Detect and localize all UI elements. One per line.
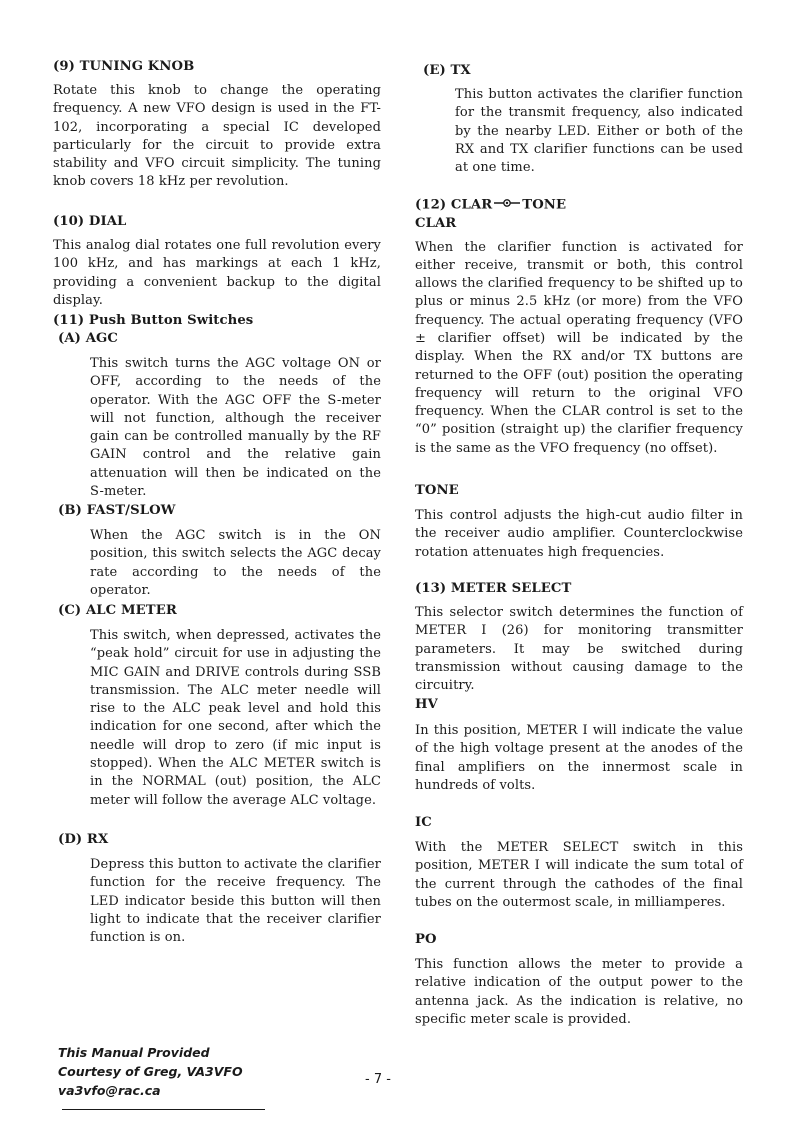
section-heading bbox=[415, 196, 743, 215]
section-body: This selector switch determines the function of METER I (26) for monitoring transmitter parameters. It may be switched during transmission without causing damage to the circuitry. bbox=[415, 605, 743, 694]
section-rx bbox=[53, 831, 381, 947]
clar-tone-knob-icon bbox=[494, 196, 520, 214]
section-heading: HV bbox=[415, 697, 438, 712]
section-heading: (A) AGC bbox=[58, 331, 118, 346]
section-heading: (C) ALC METER bbox=[58, 603, 177, 618]
section-fast-slow bbox=[53, 502, 381, 600]
section-meter-select bbox=[415, 580, 743, 695]
section-body: When the clarifier function is activated for either receive, transmit or both, this control allows the clarified frequency to be shifted up to plus or minus 2.5 kHz (or more) from the VFO frequency. The actual operating frequency (VFO ± clarifier offset) will be indicated by the display. When the RX and/or TX buttons are returned to the OFF (out) position the operating frequency will return to the original VFO frequency. When the CLAR control is set to the “0” position (straight up) the clarifier frequency is the same as the VFO frequency (no offset). bbox=[415, 239, 743, 456]
section-heading: (10) DIAL bbox=[53, 214, 127, 229]
section-push-buttons bbox=[53, 312, 381, 330]
section-body: In this position, METER I will indicate the value of the high voltage present at the anodes of the final amplifiers on the innermost scale in hundreds of volts. bbox=[415, 723, 743, 793]
section-tuning-knob bbox=[53, 58, 381, 192]
section-dial bbox=[53, 213, 381, 310]
credit-line: This Manual Provided bbox=[58, 1045, 210, 1060]
credit-line: Courtesy of Greg, VA3VFO bbox=[58, 1064, 243, 1079]
section-heading: (11) Push Button Switches bbox=[53, 313, 254, 328]
section-body: Depress this button to activate the clarifier function for the receive frequency. The LED indicator beside this button will then light to indicate that the receiver clarifier function is on. bbox=[90, 857, 381, 946]
section-tone bbox=[415, 482, 743, 562]
section-body: This button activates the clarifier function for the transmit frequency, also indicated by the nearby LED. Either or both of the RX and TX clarifier functions can be used at one time. bbox=[455, 87, 743, 176]
section-body: When the AGC switch is in the ON position, this switch selects the AGC decay rate according to the needs of the operator. bbox=[90, 528, 381, 598]
section-body: With the METER SELECT switch in this position, METER I will indicate the sum total of the current through the cathodes of the final tubes on the outermost scale, in milliamperes. bbox=[415, 840, 743, 910]
section-heading: PO bbox=[415, 932, 437, 947]
section-heading: (B) FAST/SLOW bbox=[58, 503, 176, 518]
section-body: Rotate this knob to change the operating frequency. A new VFO design is used in the FT-102, incorporating a special IC developed particularly for the circuit to provide extra stability and VFO circuit simplicity. The tuning knob covers 18 kHz per revolution. bbox=[53, 83, 381, 190]
section-hv bbox=[415, 696, 743, 795]
section-heading: (13) METER SELECT bbox=[415, 581, 572, 596]
section-po bbox=[415, 931, 743, 1029]
section-agc bbox=[53, 330, 381, 501]
section-clar bbox=[415, 196, 743, 458]
section-ic bbox=[415, 814, 743, 912]
courtesy-credit bbox=[58, 1043, 243, 1100]
section-heading: (D) RX bbox=[58, 832, 109, 847]
page-number: - 7 - bbox=[365, 1072, 391, 1087]
section-heading: (E) TX bbox=[423, 63, 471, 78]
tone-heading-label: TONE bbox=[522, 197, 567, 213]
section-body: This switch, when depressed, activates the “peak hold” circuit for use in adjusting the MIC GAIN and DRIVE controls during SSB transmission. The ALC meter needle will rise to the ALC peak level and hold this indication for one second, after which the needle will drop to zero (if mic input is stopped). When the ALC METER switch is in the NORMAL (out) position, the ALC meter will follow the average ALC voltage. bbox=[90, 628, 381, 808]
section-body: This analog dial rotates one full revolution every 100 kHz, and has markings at each 1 kHz, providing a convenient backup to the digital display. bbox=[53, 238, 381, 308]
clar-heading-label: (12) CLAR bbox=[415, 197, 493, 213]
credit-underline bbox=[62, 1109, 265, 1110]
section-tx bbox=[415, 62, 743, 177]
section-heading: IC bbox=[415, 815, 432, 830]
section-body: This switch turns the AGC voltage ON or OFF, according to the needs of the operator. With the AGC OFF the S-meter will not function, although the receiver gain can be controlled manually by the RF GAIN control and the relative gain attenuation will then be indicated on the S-meter. bbox=[90, 356, 381, 500]
section-body: This control adjusts the high-cut audio filter in the receiver audio amplifier. Counterclockwise rotation attenuates high frequencies. bbox=[415, 508, 743, 560]
section-heading: TONE bbox=[415, 483, 459, 498]
credit-email: va3vfo@rac.ca bbox=[58, 1083, 161, 1098]
section-body: This function allows the meter to provide a relative indication of the output power to the antenna jack. As the indication is relative, no specific meter scale is provided. bbox=[415, 957, 743, 1027]
section-alc-meter bbox=[53, 602, 381, 810]
section-heading: (9) TUNING KNOB bbox=[53, 59, 195, 74]
section-subheading: CLAR bbox=[415, 215, 457, 231]
